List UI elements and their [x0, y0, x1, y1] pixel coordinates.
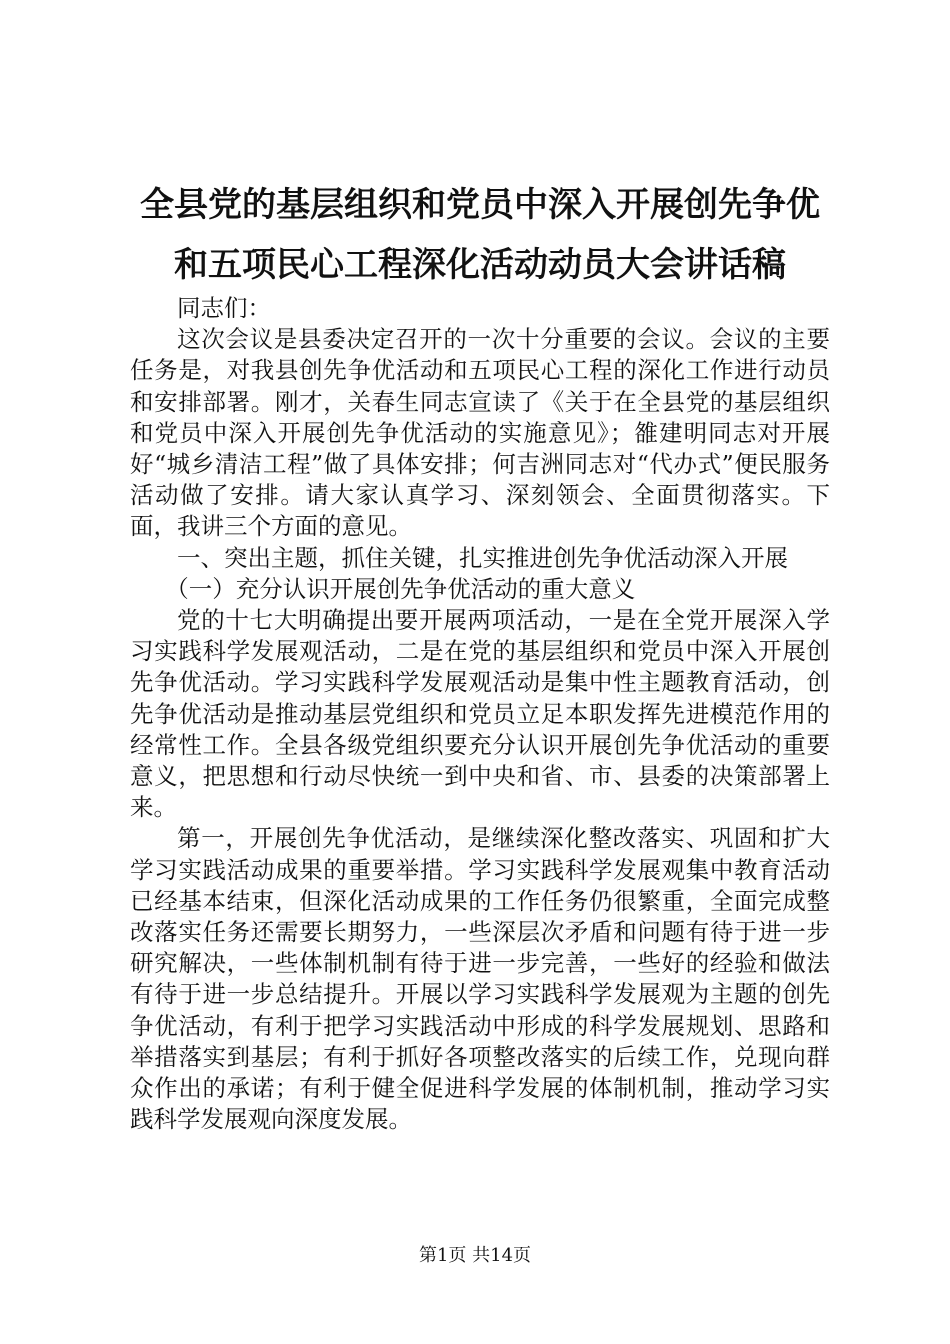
document-title-line-1: 全县党的基层组织和党员中深入开展创先争优	[140, 185, 820, 225]
subsection-heading-1: （一）充分认识开展创先争优活动的重大意义	[165, 574, 636, 603]
document-title-line-2: 和五项民心工程深化活动动员大会讲话稿	[174, 245, 786, 285]
paragraph-significance: 党的十七大明确提出要开展两项活动，一是在全党开展深入学习实践科学发展观活动，二是在党的基层组织和党员中深入开展创先争优活动。学习实践科学发展观活动是集中性主题教育活动，创先争优活动是推动基层党组织和党员立足本职发挥先进模范作用的经常性工作。全县各级党组织要充分认识开展创先争优活动的重要意义，把思想和行动尽快统一到中央和省、市、县委的决策部署上来。	[130, 606, 830, 822]
page-number-footer: 第1页 共14页	[418, 1245, 532, 1266]
paragraph-first-point: 第一，开展创先争优活动，是继续深化整改落实、巩固和扩大学习实践活动成果的重要举措。学习实践科学发展观集中教育活动已经基本结束，但深化活动成果的工作任务仍很繁重，全面完成整改落实任务还需要长期努力，一些深层次矛盾和问题有待于进一步研究解决，一些体制机制有待于进一步完善，一些好的经验和做法有待于进一步总结提升。开展以学习实践科学发展观为主题的创先争优活动，有利于把学习实践活动中形成的科学发展规划、思路和举措落实到基层；有利于抓好各项整改落实的后续工作，兑现向群众作出的承诺；有利于健全促进科学发展的体制机制，推动学习实践科学发展观向深度发展。	[130, 824, 830, 1134]
paragraph-intro: 这次会议是县委决定召开的一次十分重要的会议。会议的主要任务是，对我县创先争优活动和五项民心工程的深化工作进行动员和安排部署。刚才，关春生同志宣读了《关于在全县党的基层组织和党员中深入开展创先争优活动的实施意见》；雒建明同志对开展好“城乡清洁工程”做了具体安排；何吉洲同志对“代办式”便民服务活动做了安排。请大家认真学习、深刻领会、全面贯彻落实。下面，我讲三个方面的意见。	[130, 325, 830, 541]
salutation: 同志们：	[177, 294, 271, 322]
section-heading-1: 一、突出主题，抓住关键，扎实推进创先争优活动深入开展	[177, 543, 788, 572]
document-body	[130, 293, 830, 1135]
